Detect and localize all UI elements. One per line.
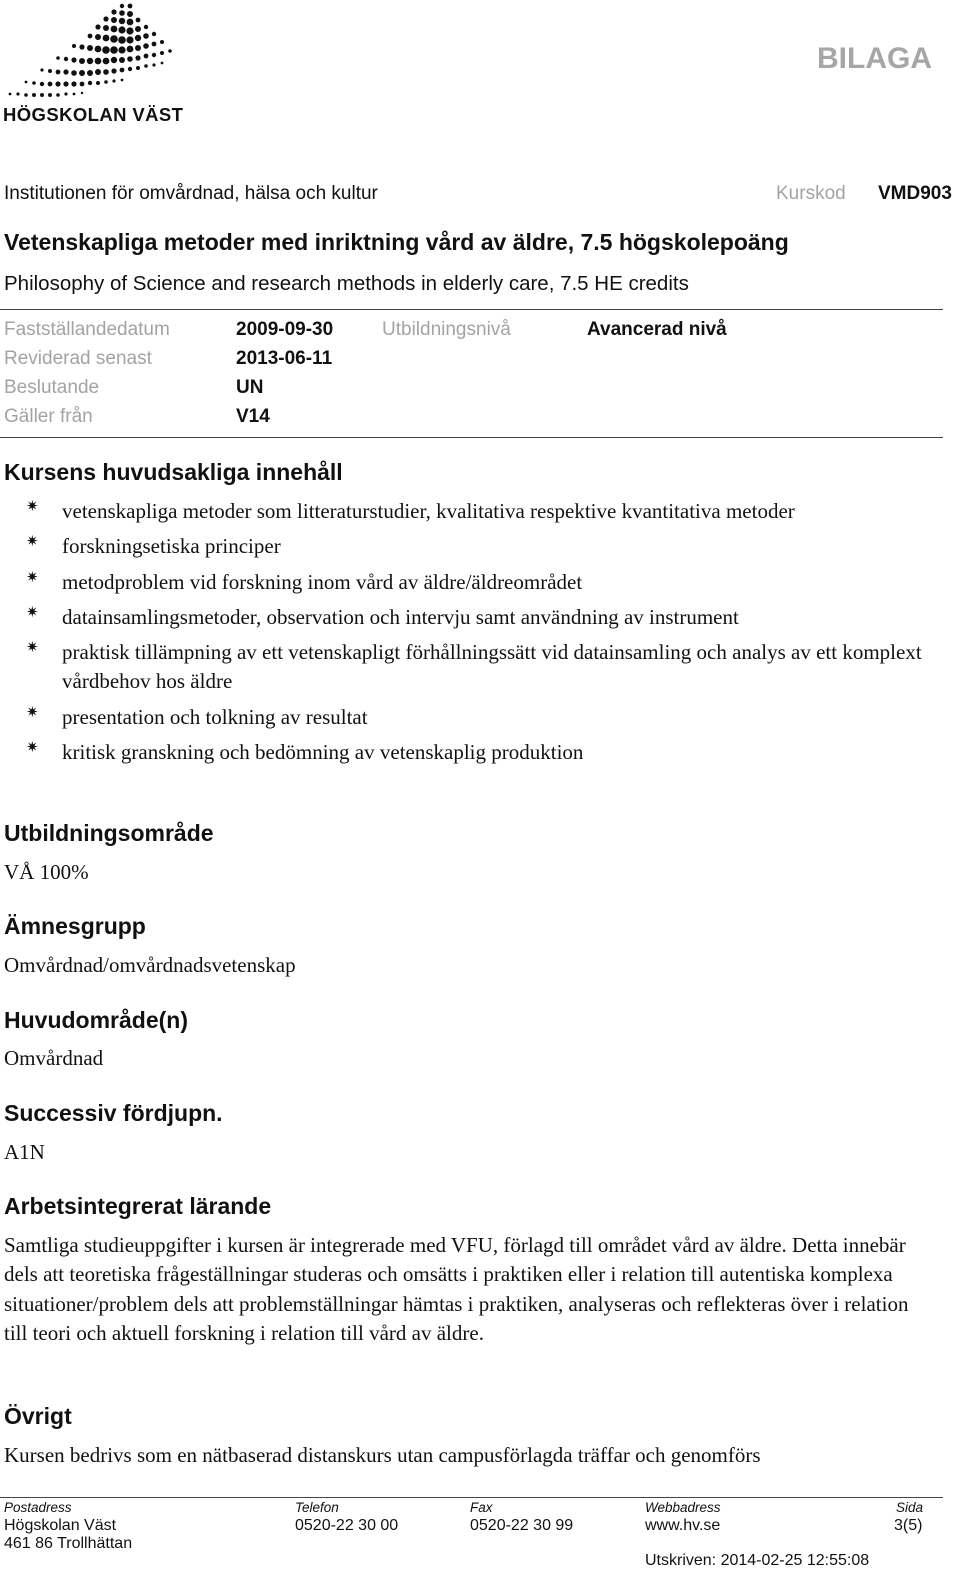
bullet-icon: ✷ — [26, 569, 39, 586]
list-item — [0, 532, 940, 561]
list-item — [0, 738, 940, 767]
utbildningsniva-value: Avancerad nivå — [587, 319, 727, 340]
reviderad-label: Reviderad senast — [4, 348, 152, 369]
postadress-label: Postadress — [4, 1500, 72, 1515]
successiv-heading: Successiv fördjupn. — [4, 1100, 223, 1126]
huvudomrade-heading: Huvudområde(n) — [4, 1007, 188, 1033]
list-item — [0, 497, 940, 526]
telefon-label: Telefon — [295, 1500, 339, 1515]
postadress-line-2: 461 86 Trollhättan — [4, 1535, 133, 1552]
kurskod-value: VMD903 — [878, 183, 952, 204]
list-item — [0, 703, 940, 732]
faststallandedatum-value: 2009-09-30 — [236, 319, 334, 340]
list-item-text: kritisk granskning och bedömning av vetenskaplig produktion — [62, 740, 584, 765]
faststallandedatum-label: Fastställandedatum — [4, 319, 170, 340]
institution-name: Institutionen för omvårdnad, hälsa och kultur — [4, 183, 378, 204]
course-title: Vetenskapliga metoder med inriktning vård av äldre, 7.5 högskolepoäng — [4, 229, 789, 255]
utbildningsniva-label: Utbildningsnivå — [382, 319, 511, 340]
logo-wordmark: HÖGSKOLAN VÄST — [3, 104, 184, 125]
bullet-icon: ✷ — [26, 704, 39, 721]
list-item-text: vetenskapliga metoder som litteraturstudier, kvalitativa respektive kvantitativa metoder — [62, 499, 795, 523]
galler-value: V14 — [236, 406, 270, 427]
sida-value: 3(5) — [894, 1517, 923, 1534]
list-item-text: datainsamlingsmetoder, observation och intervju samt användning av instrument — [62, 604, 739, 629]
list-item-text: metodproblem vid forskning inom vård av äldre/äldreområdet — [62, 569, 583, 594]
bullet-icon: ✷ — [26, 604, 39, 621]
ovrigt-heading: Övrigt — [4, 1403, 72, 1429]
bullet-icon: ✷ — [26, 499, 39, 515]
divider-meta — [0, 437, 943, 438]
amnesgrupp-heading: Ämnesgrupp — [4, 913, 146, 939]
beslutande-label: Beslutande — [4, 377, 100, 398]
bullet-icon: ✷ — [26, 640, 39, 657]
footer-divider — [0, 1497, 943, 1498]
reviderad-value: 2013-06-11 — [236, 348, 333, 369]
utskriven-timestamp: Utskriven: 2014-02-25 12:55:08 — [645, 1552, 870, 1569]
divider-top — [0, 309, 943, 310]
bilaga-label: BILAGA — [817, 42, 932, 75]
list-item — [0, 568, 940, 597]
beslutande-value: UN — [236, 377, 264, 398]
telefon-value: 0520-22 30 00 — [295, 1517, 399, 1534]
utbildningsomrade-value: VÅ 100% — [4, 860, 89, 884]
fax-value: 0520-22 30 99 — [470, 1517, 574, 1534]
galler-label: Gäller från — [4, 406, 93, 427]
course-subtitle: Philosophy of Science and research methods in elderly care, 7.5 HE credits — [4, 272, 689, 295]
ovrigt-text: Kursen bedrivs som en nätbaserad distanskurs utan campusförlagda träffar och genomförs — [4, 1443, 761, 1467]
webbadress-label: Webbadress — [645, 1500, 721, 1515]
huvudomrade-value: Omvårdnad — [4, 1046, 104, 1070]
fax-label: Fax — [470, 1500, 493, 1515]
list-item — [0, 638, 940, 697]
amnesgrupp-value: Omvårdnad/omvårdnadsvetenskap — [4, 953, 296, 977]
content-heading: Kursens huvudsakliga innehåll — [4, 459, 343, 485]
kurskod-label: Kurskod — [776, 183, 846, 204]
list-item-text: praktisk tillämpning av ett vetenskapligt förhållningssätt vid datainsamling och analys av ett komplext vårdbehov hos äldre — [62, 640, 922, 694]
arbetsintegrerat-heading: Arbetsintegrerat lärande — [4, 1193, 272, 1219]
webbadress-value: www.hv.se — [645, 1517, 721, 1534]
postadress-line-1: Högskolan Väst — [4, 1517, 117, 1534]
list-item — [0, 603, 940, 632]
bullet-icon: ✷ — [26, 534, 39, 551]
content-list — [0, 497, 940, 773]
sida-label: Sida — [896, 1500, 924, 1515]
list-item-text: forskningsetiska principer — [62, 534, 281, 559]
list-item-text: presentation och tolkning av resultat — [62, 704, 368, 729]
utbildningsomrade-heading: Utbildningsområde — [4, 820, 214, 846]
successiv-value: A1N — [4, 1140, 45, 1164]
bullet-icon: ✷ — [26, 740, 39, 757]
arbetsintegrerat-text: Samtliga studieuppgifter i kursen är integrerade med VFU, förlagd till området vård av äldre. Detta innebär dels att teoretiska frågeställningar studeras och omsätts i praktiken eller i relation till autentiska komplexa situationer/problem dels att problemställningar hämtas i praktiken, analyseras och reflekteras över i relation till teori och aktuell forskning i relation till vård av äldre. — [4, 1233, 909, 1345]
